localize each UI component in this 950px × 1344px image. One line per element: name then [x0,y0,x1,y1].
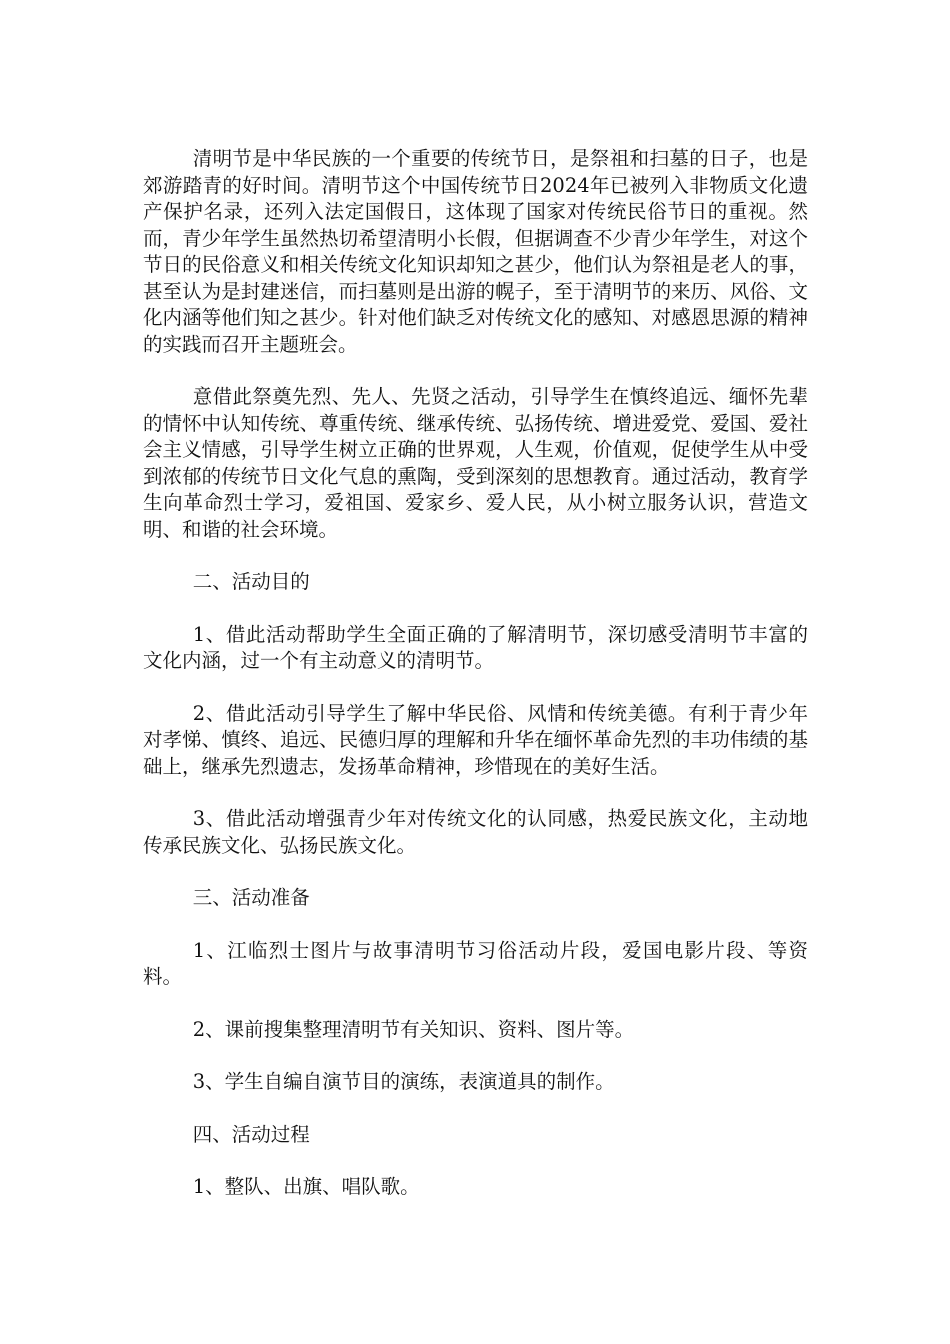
preparation-item-2: 2、课前搜集整理清明节有关知识、资料、图片等。 [192,1017,635,1041]
goal-item-3: 3、借此活动增强青少年对传统文化的认同感，热爱民族文化，主动地传承民族文化、弘扬民族文化。 [143,807,808,857]
process-item-1: 1、整队、出旗、唱队歌。 [192,1175,420,1198]
document-body [143,146,808,1227]
goal-item-1: 1、借此活动帮助学生全面正确的了解清明节，深切感受清明节丰富的文化内涵，过一个有主动意义的清明节。 [143,622,808,672]
preparation-item-1: 1、江临烈士图片与故事清明节习俗活动片段，爱国电影片段、等资料。 [143,938,808,988]
section-heading-goals: 二、活动目的 [192,570,310,593]
preparation-item-3: 3、学生自编自演节目的演练，表演道具的制作。 [192,1070,615,1093]
section-heading-process: 四、活动过程 [192,1122,310,1146]
paragraph-purpose: 意借此祭奠先烈、先人、先贤之活动，引导学生在慎终追远、缅怀先辈的情怀中认知传统、尊重传统、继承传统、弘扬传统、增进爱党、爱国、爱社会主义情感，引导学生树立正确的世界观，人生观，价值观，促使学生从中受到浓郁的传统节日文化气息的熏陶，受到深刻的思想教育。通过活动，教育学生向革命烈士学习，爱祖国、爱家乡、爱人民，从小树立服务认识，营造文明、和谐的社会环境。 [143,385,808,541]
section-heading-preparation: 三、活动准备 [192,886,310,909]
goal-item-2: 2、借此活动引导学生了解中华民俗、风情和传统美德。有利于青少年对孝悌、慎终、追远、民德归厚的理解和升华在缅怀革命先烈的丰功伟绩的基础上，继承先烈遗志，发扬革命精神，珍惜现在的美好生活。 [143,701,808,778]
paragraph-background: 清明节是中华民族的一个重要的传统节日，是祭祖和扫墓的日子，也是郊游踏青的好时间。清明节这个中国传统节日2024年已被列入非物质文化遗产保护名录，还列入法定国假日，这体现了国家对传统民俗节日的重视。然而，青少年学生虽然热切希望清明小长假，但据调查不少青少年学生，对这个节日的民俗意义和相关传统文化知识却知之甚少，他们认为祭祖是老人的事，甚至认为是封建迷信，而扫墓则是出游的幌子，至于清明节的来历、风俗、文化内涵等他们知之甚少。针对他们缺乏对传统文化的感知、对感恩思源的精神的实践而召开主题班会。 [143,147,808,356]
